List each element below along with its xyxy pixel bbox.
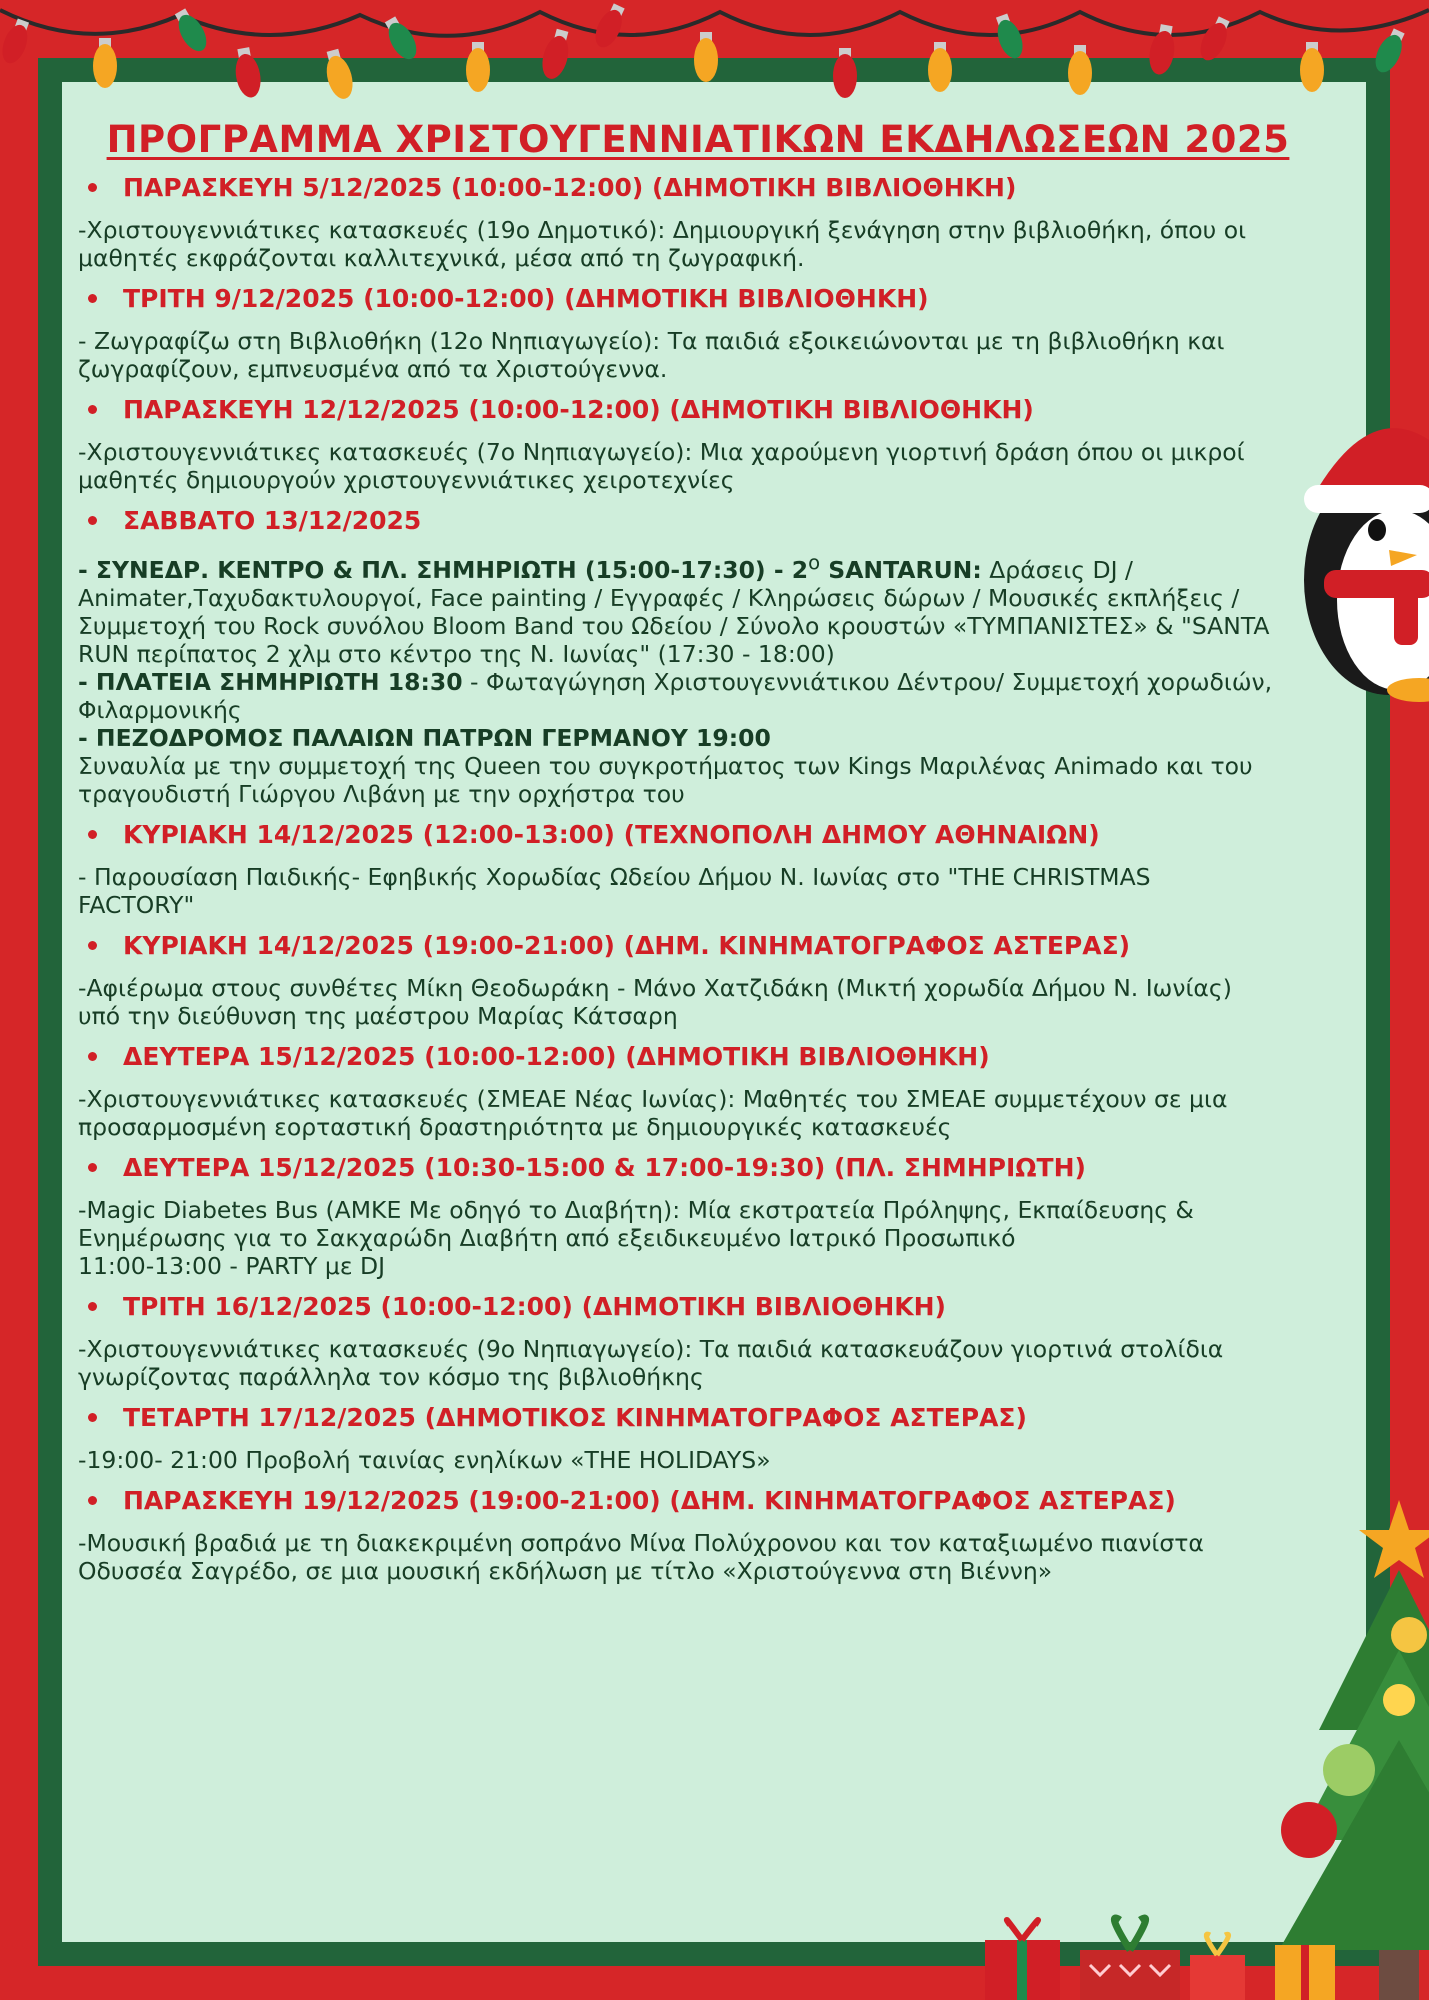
venue-bold: - ΠΕΖΟΔΡΟΜΟΣ ΠΑΛΑΙΩΝ ΠΑΤΡΩΝ ΓΕΡΜΑΝΟΥ 19:00 <box>78 723 771 752</box>
saturday-block-4 <box>78 752 1318 808</box>
event-description <box>78 974 1318 1030</box>
event-description <box>78 1335 1318 1391</box>
event-heading <box>78 1486 1318 1515</box>
event-heading-text: ΚΥΡΙΑΚΗ 14/12/2025 (12:00-13:00) (ΤΕΧΝΟΠΟΛΗ ΔΗΜΟΥ ΑΘΗΝΑΙΩΝ) <box>123 819 1100 849</box>
event-heading <box>78 1042 1318 1071</box>
description-line: -Χριστουγεννιάτικες κατασκευές (ΣΜΕΑΕ Νέας Ιωνίας): Μαθητές του ΣΜΕΑΕ συμμετέχουν σε μια <box>78 1084 1228 1113</box>
concert-text: Συναυλία με την συμμετοχή της Queen του συγκροτήματος των Kings Μαριλένας Animado και του τραγουδιστή Γιώργου Λιβάνη με την ορχήστρα του <box>78 751 1253 808</box>
saturday-block-3 <box>78 724 1318 752</box>
bullet-icon <box>88 830 97 839</box>
santarun-bold: SANTARUN: <box>820 555 982 584</box>
event-heading <box>78 1153 1318 1182</box>
description-line: - Παρουσίαση Παιδικής- Εφηβικής Χορωδίας Ωδείου Δήμου Ν. Ιωνίας στο "THE CHRISTMAS <box>78 862 1151 891</box>
description-line: -Αφιέρωμα στους συνθέτες Μίκη Θεοδωράκη - Μάνο Χατζιδάκη (Μικτή χορωδία Δήμου Ν. Ιωνίας) <box>78 973 1232 1002</box>
description-line: υπό την διεύθυνση της μαέστρου Μαρίας Κάτσαρη <box>78 1001 678 1030</box>
events-list <box>78 173 1318 1585</box>
event-description <box>78 1196 1318 1280</box>
event-description <box>78 1529 1318 1585</box>
bullet-icon <box>88 1496 97 1505</box>
description-line: μαθητές δημιουργούν χριστουγεννιάτικες χειροτεχνίες <box>78 466 735 494</box>
event-heading <box>78 173 1318 202</box>
description-line: 11:00-13:00 - PARTY με DJ <box>78 1251 386 1280</box>
event-heading <box>78 820 1318 849</box>
description-line: Οδυσσέα Σαγρέδο, σε μια μουσική εκδήλωση με τίτλο «Χριστούγεννα στη Βιέννη» <box>78 1556 1053 1585</box>
bullet-icon <box>88 1163 97 1172</box>
saturday-block-1 <box>78 549 1318 668</box>
gift-boxes-icon <box>975 1890 1375 2000</box>
event-description <box>78 1446 1318 1474</box>
description-line: -19:00- 21:00 Προβολή ταινίας ενηλίκων «THE HOLIDAYS» <box>78 1445 771 1474</box>
event-description <box>78 549 1318 808</box>
event-description <box>78 438 1318 494</box>
description-line: ζωγραφίζουν, εμπνευσμένα από τα Χριστούγεννα. <box>78 355 668 383</box>
event-description <box>78 216 1318 272</box>
bullet-icon <box>88 516 97 525</box>
event-description <box>78 1085 1318 1141</box>
bullet-icon <box>88 405 97 414</box>
description-line: - Ζωγραφίζω στη Βιβλιοθήκη (12ο Νηπιαγωγείο): Τα παιδιά εξοικειώνονται με τη βιβλιοθήκη και <box>78 327 1225 355</box>
description-line: Ενημέρωσης για το Σακχαρώδη Διαβήτη από εξειδικευμένο Ιατρικό Προσωπικό <box>78 1223 1016 1252</box>
bullet-icon <box>88 941 97 950</box>
bullet-icon <box>88 1052 97 1061</box>
event-heading-text: ΠΑΡΑΣΚΕΥΗ 5/12/2025 (10:00-12:00) (ΔΗΜΟΤΙΚΗ ΒΙΒΛΙΟΘΗΚΗ) <box>123 173 1017 202</box>
event-heading-text: ΤΡΙΤΗ 9/12/2025 (10:00-12:00) (ΔΗΜΟΤΙΚΗ ΒΙΒΛΙΟΘΗΚΗ) <box>123 284 929 313</box>
event-heading-text: ΤΕΤΑΡΤΗ 17/12/2025 (ΔΗΜΟΤΙΚΟΣ ΚΙΝΗΜΑΤΟΓΡΑΦΟΣ ΑΣΤΕΡΑΣ) <box>123 1402 1027 1432</box>
event-heading-text: ΣΑΒΒΑΤΟ 13/12/2025 <box>123 506 422 535</box>
description-line: -Χριστουγεννιάτικες κατασκευές (19ο Δημοτικό): Δημιουργική ξενάγηση στην βιβλιοθήκη, όπου οι <box>78 216 1247 244</box>
event-description <box>78 327 1318 383</box>
event-heading <box>78 284 1318 313</box>
event-heading <box>78 1403 1318 1432</box>
activities-text: Δράσεις DJ / Animater,Ταχυδακτυλουργοί, Face painting / Εγγραφές / Κληρώσεις δώρων / Μουσικές εκπλήξεις / Συμμετοχή του Rock συνόλου Bloom Band του Ωδείου / Σύνολο κρουστών «ΤΥΜΠΑΝΙΣΤΕΣ» & "SANTA RUN περίπατος 2 χλμ στο κέντρο της Ν. Ιωνίας" (17:30 - 18:00) <box>78 555 1270 668</box>
description-line: -Μουσική βραδιά με τη διακεκριμένη σοπράνο Μίνα Πολύχρονου και τον καταξιωμένο πιανίστα <box>78 1528 1204 1557</box>
page-title: ΠΡΟΓΡΑΜΜΑ ΧΡΙΣΤΟΥΓΕΝΝΙΑΤΙΚΩΝ ΕΚΔΗΛΩΣΕΩΝ 2025 <box>106 118 1290 161</box>
description-line: μαθητές εκφράζονται καλλιτεχνικά, μέσα από τη ζωγραφική. <box>78 244 805 272</box>
description-line: προσαρμοσμένη εορταστική δραστηριότητα με δημιουργικές κατασκευές <box>78 1112 952 1141</box>
description-line: γνωρίζοντας παράλληλα τον κόσμο της βιβλιοθήκης <box>78 1362 704 1391</box>
venue-bold: - ΠΛΑΤΕΙΑ ΣΗΜΗΡΙΩΤΗ 18:30 <box>78 667 463 696</box>
program-content <box>78 118 1318 1585</box>
ordinal-sup: ο <box>808 551 821 574</box>
event-heading-text: ΠΑΡΑΣΚΕΥΗ 19/12/2025 (19:00-21:00) (ΔΗΜ. ΚΙΝΗΜΑΤΟΓΡΑΦΟΣ ΑΣΤΕΡΑΣ) <box>123 1485 1176 1515</box>
event-heading-text: ΤΡΙΤΗ 16/12/2025 (10:00-12:00) (ΔΗΜΟΤΙΚΗ ΒΙΒΛΙΟΘΗΚΗ) <box>123 1291 946 1321</box>
description-line: -Χριστουγεννιάτικες κατασκευές (7ο Νηπιαγωγείο): Μια χαρούμενη γιορτινή δράση όπου οι μικροί <box>78 438 1245 466</box>
event-description <box>78 863 1318 919</box>
bullet-icon <box>88 1302 97 1311</box>
christmas-lights-icon <box>0 0 1429 120</box>
event-heading <box>78 1292 1318 1321</box>
event-heading-text: ΚΥΡΙΑΚΗ 14/12/2025 (19:00-21:00) (ΔΗΜ. ΚΙΝΗΜΑΤΟΓΡΑΦΟΣ ΑΣΤΕΡΑΣ) <box>123 930 1131 960</box>
bullet-icon <box>88 1413 97 1422</box>
event-heading-text: ΔΕΥΤΕΡΑ 15/12/2025 (10:30-15:00 & 17:00-19:30) (ΠΛ. ΣΗΜΗΡΙΩΤΗ) <box>123 1152 1086 1182</box>
event-heading <box>78 395 1318 424</box>
description-line: -Χριστουγεννιάτικες κατασκευές (9ο Νηπιαγωγείο): Τα παιδιά κατασκευάζουν γιορτινά στολίδια <box>78 1334 1224 1363</box>
description-line: -Magic Diabetes Bus (ΑΜΚΕ Με οδηγό το Διαβήτη): Μία εκστρατεία Πρόληψης, Εκπαίδευσης & <box>78 1195 1194 1224</box>
event-heading <box>78 506 1318 535</box>
event-heading-text: ΠΑΡΑΣΚΕΥΗ 12/12/2025 (10:00-12:00) (ΔΗΜΟΤΙΚΗ ΒΙΒΛΙΟΘΗΚΗ) <box>123 395 1034 424</box>
activities-text: - Φωταγώγηση Χριστουγεννιάτικου Δέντρου/ Συμμετοχή χορωδιών, Φιλαρμονικής <box>78 667 1273 724</box>
description-line: FACTORY" <box>78 890 195 919</box>
saturday-block-2 <box>78 668 1318 724</box>
event-heading <box>78 931 1318 960</box>
event-heading-text: ΔΕΥΤΕΡΑ 15/12/2025 (10:00-12:00) (ΔΗΜΟΤΙΚΗ ΒΙΒΛΙΟΘΗΚΗ) <box>123 1041 990 1071</box>
venue-bold: - ΣΥΝΕΔΡ. ΚΕΝΤΡΟ & ΠΛ. ΣΗΜΗΡΙΩΤΗ (15:00-17:30) - 2 <box>78 555 809 584</box>
bullet-icon <box>88 183 97 192</box>
bullet-icon <box>88 294 97 303</box>
